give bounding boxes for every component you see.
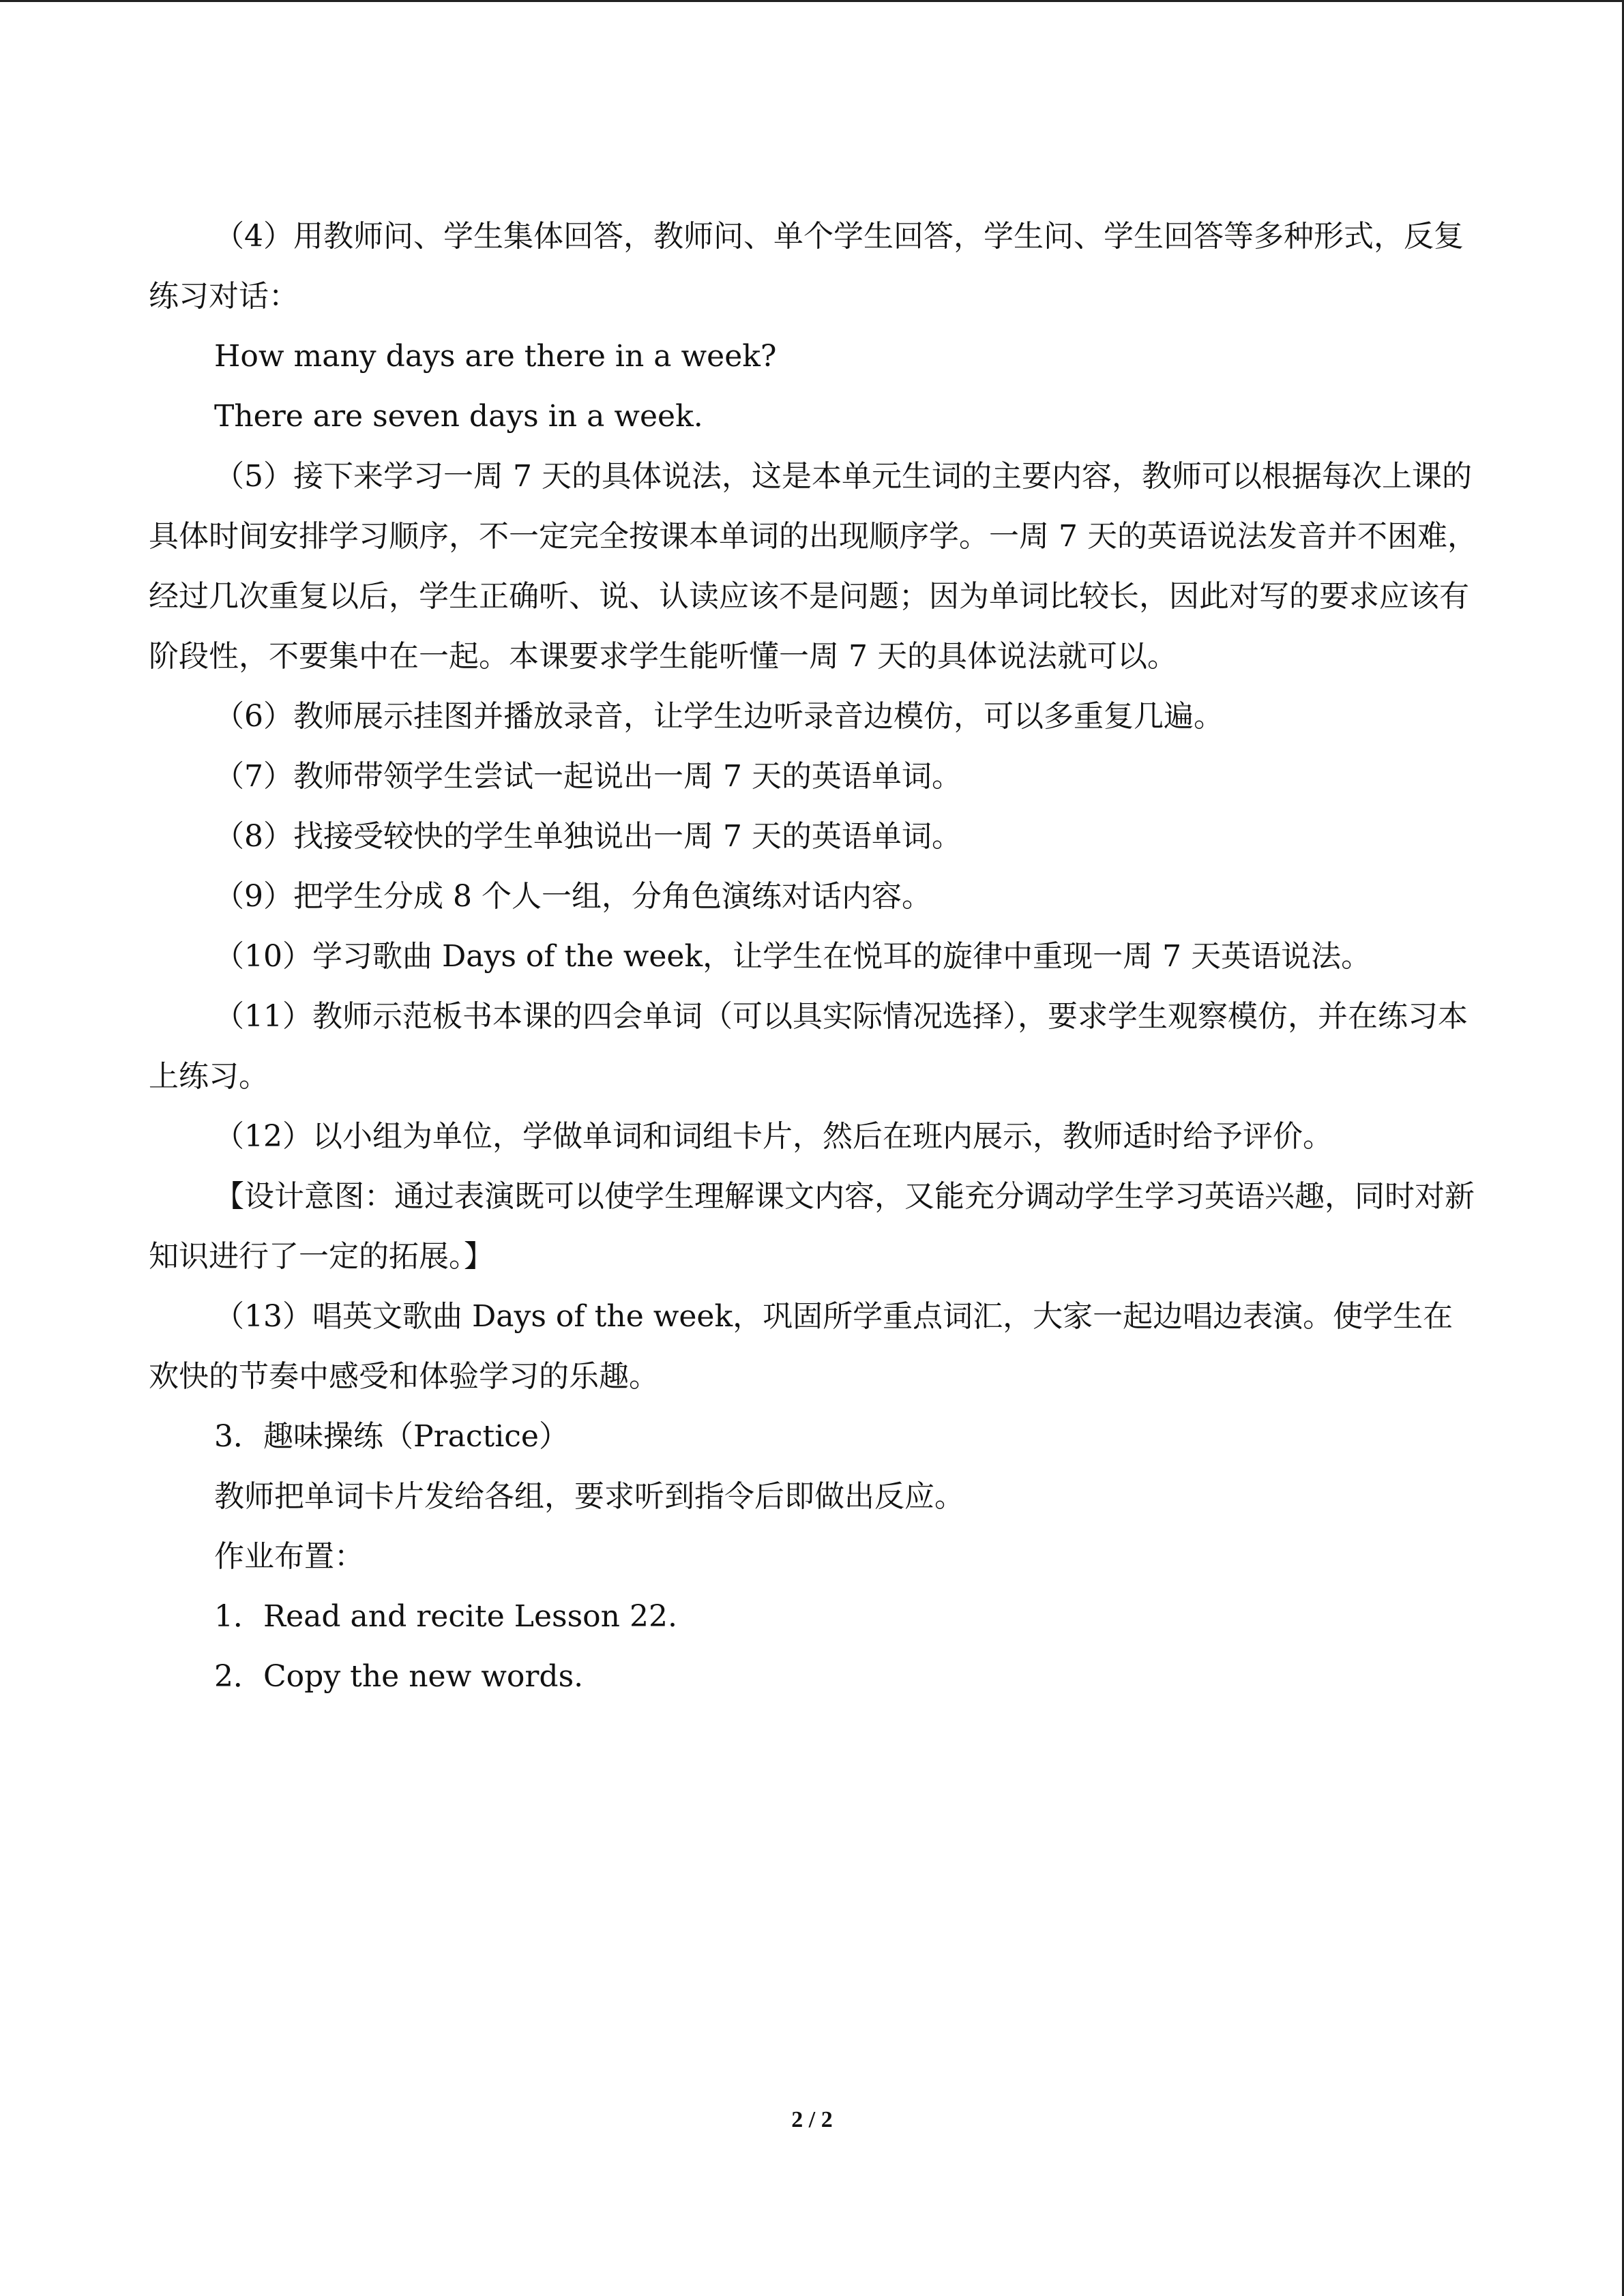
design-intent: 【设计意图：通过表演既可以使学生理解课文内容，又能充分调动学生学习英语兴趣，同时对新知识进行了一定的拓展。】 xyxy=(149,1179,1475,1274)
paragraph-8: （8）找接受较快的学生单独说出一周 7 天的英语单词。 xyxy=(214,819,962,854)
paragraph-13: （13）唱英文歌曲 Days of the week，巩固所学重点词汇，大家一起边唱边表演。使学生在欢快的节奏中感受和体验学习的乐趣。 xyxy=(149,1299,1453,1394)
page-number: 2 / 2 xyxy=(791,2107,833,2132)
paragraph-7: （7）教师带领学生尝试一起说出一周 7 天的英语单词。 xyxy=(214,759,962,794)
practice-instruction: 教师把单词卡片发给各组，要求听到指令后即做出反应。 xyxy=(214,1479,964,1514)
homework-item-2: 2．Copy the new words. xyxy=(214,1659,584,1694)
homework-item-1: 1．Read and recite Lesson 22. xyxy=(214,1599,677,1634)
paragraph-5: （5）接下来学习一周 7 天的具体说法，这是本单元生词的主要内容，教师可以根据每次上课的具体时间安排学习顺序，不一定完全按课本单词的出现顺序学。一周 7 天的英语说法发音并不困难，经过几次重复以后，学生正确听、说、认读应该不是问题；因为单词比较长，因此对写的要求应该有阶段性，不要集中在一起。本课要求学生能听懂一周 7 天的具体说法就可以。 xyxy=(149,459,1477,674)
paragraph-11: （11）教师示范板书本课的四会单词（可以具实际情况选择），要求学生观察模仿，并在练习本上练习。 xyxy=(149,999,1468,1094)
paragraph-12: （12）以小组为单位，学做单词和词组卡片，然后在班内展示，教师适时给予评价。 xyxy=(214,1119,1333,1154)
section-practice-heading: 3．趣味操练（Practice） xyxy=(214,1419,569,1454)
document-body xyxy=(149,207,1479,1707)
paragraph-9: （9）把学生分成 8 个人一组，分角色演练对话内容。 xyxy=(214,879,932,914)
dialogue-answer: There are seven days in a week. xyxy=(214,399,703,434)
homework-heading: 作业布置： xyxy=(214,1539,364,1574)
paragraph-6: （6）教师展示挂图并播放录音，让学生边听录音边模仿，可以多重复几遍。 xyxy=(214,699,1224,734)
paragraph-10: （10）学习歌曲 Days of the week，让学生在悦耳的旋律中重现一周 7 天英语说法。 xyxy=(214,939,1372,974)
dialogue-question: How many days are there in a week? xyxy=(214,339,777,374)
paragraph-4: （4）用教师问、学生集体回答，教师问、单个学生回答，学生问、学生回答等多种形式，反复练习对话： xyxy=(149,219,1464,314)
